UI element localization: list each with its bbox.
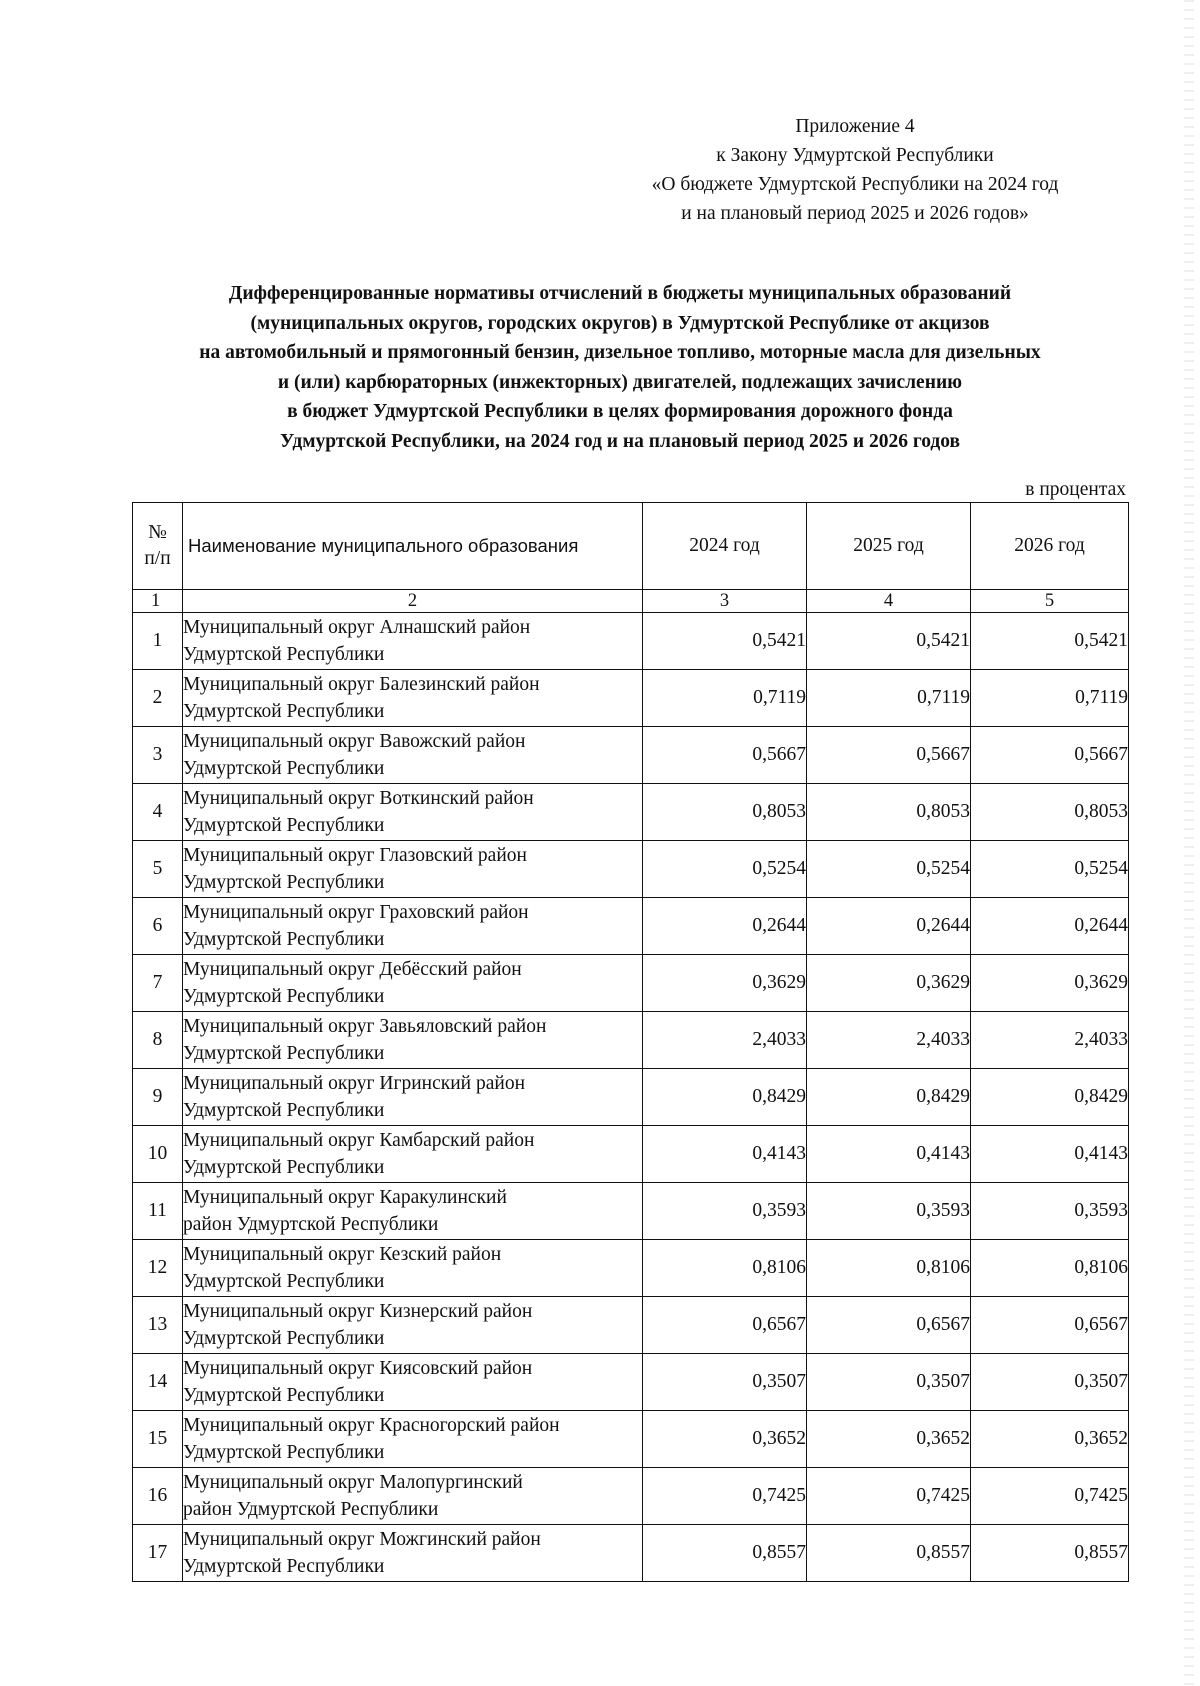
header-number-label: п/п: [144, 548, 171, 569]
value-2026: 0,3507: [971, 1354, 1129, 1411]
table-row: [133, 955, 1129, 1012]
table-row: [133, 727, 1129, 784]
value-2026: 0,3593: [971, 1183, 1129, 1240]
municipality-name: [183, 613, 643, 670]
municipality-name: [183, 841, 643, 898]
value-2025: 0,7425: [807, 1468, 971, 1525]
municipality-name-line1: Муниципальный округ Алнашский район: [183, 617, 531, 638]
header-number: [133, 503, 183, 590]
row-number: 16: [133, 1468, 183, 1525]
municipality-name-line2: Удмуртской Республики: [183, 1328, 385, 1349]
value-2024: 0,3652: [643, 1411, 807, 1468]
value-2026: 0,8429: [971, 1069, 1129, 1126]
value-2025: 0,3593: [807, 1183, 971, 1240]
table-row: [133, 1126, 1129, 1183]
column-index: 5: [971, 590, 1129, 613]
table-row: [133, 670, 1129, 727]
municipality-name: [183, 727, 643, 784]
title-line: (муниципальных округов, городских округов) в Удмуртской Республике от акцизов: [250, 312, 990, 334]
municipality-name: [183, 1012, 643, 1069]
value-2025: 0,5254: [807, 841, 971, 898]
municipality-name: [183, 1354, 643, 1411]
row-number: 6: [133, 898, 183, 955]
row-number: 12: [133, 1240, 183, 1297]
value-2024: 2,4033: [643, 1012, 807, 1069]
municipality-name-line2: Удмуртской Республики: [183, 986, 385, 1007]
value-2026: 0,8053: [971, 784, 1129, 841]
table-row: [133, 1297, 1129, 1354]
scan-edge-artifact: [1184, 0, 1194, 1686]
table-row: [133, 613, 1129, 670]
value-2024: 0,5254: [643, 841, 807, 898]
municipality-name-line1: Муниципальный округ Красногорский район: [183, 1415, 560, 1436]
row-number: 4: [133, 784, 183, 841]
header-2024: 2024 год: [643, 503, 807, 590]
municipality-name: [183, 1411, 643, 1468]
value-2024: 0,7119: [643, 670, 807, 727]
municipality-name-line2: Удмуртской Республики: [183, 1043, 385, 1064]
value-2026: 0,2644: [971, 898, 1129, 955]
municipality-name-line2: Удмуртской Республики: [183, 644, 385, 665]
municipality-name-line2: Удмуртской Республики: [183, 872, 385, 893]
value-2024: 0,8053: [643, 784, 807, 841]
table-row: [133, 1069, 1129, 1126]
row-number: 5: [133, 841, 183, 898]
value-2025: 0,8106: [807, 1240, 971, 1297]
title-line: и (или) карбюраторных (инжекторных) двигателей, подлежащих зачислению: [277, 371, 963, 393]
table-row: [133, 841, 1129, 898]
municipality-name: [183, 1468, 643, 1525]
municipality-name: [183, 784, 643, 841]
value-2026: 0,8106: [971, 1240, 1129, 1297]
municipality-name-line2: Удмуртской Республики: [183, 929, 385, 950]
row-number: 15: [133, 1411, 183, 1468]
value-2025: 0,4143: [807, 1126, 971, 1183]
header-2026: 2026 год: [971, 503, 1129, 590]
value-2024: 0,7425: [643, 1468, 807, 1525]
value-2026: 0,7425: [971, 1468, 1129, 1525]
row-number: 2: [133, 670, 183, 727]
title-line: Удмуртской Республики, на 2024 год и на плановый период 2025 и 2026 годов: [279, 430, 961, 452]
municipality-name-line2: Удмуртской Республики: [183, 1442, 385, 1463]
value-2024: 0,2644: [643, 898, 807, 955]
title-line: на автомобильный и прямогонный бензин, дизельное топливо, моторные масла для дизельных: [199, 342, 1041, 363]
header-2025: 2025 год: [807, 503, 971, 590]
table-row: [133, 898, 1129, 955]
municipality-name-line1: Муниципальный округ Малопургинский: [183, 1472, 523, 1493]
units-label: в процентах: [1025, 479, 1126, 500]
appendix-line: и на плановый период 2025 и 2026 годов»: [681, 203, 1029, 224]
municipality-name-line1: Муниципальный округ Граховский район: [183, 902, 529, 923]
municipality-name-line1: Муниципальный округ Вавожский район: [183, 731, 526, 752]
value-2026: 0,8557: [971, 1525, 1129, 1582]
municipality-name-line2: Удмуртской Республики: [183, 1385, 385, 1406]
value-2025: 0,8557: [807, 1525, 971, 1582]
value-2026: 0,7119: [971, 670, 1129, 727]
title-line: Дифференцированные нормативы отчислений в бюджеты муниципальных образований: [228, 283, 1012, 304]
table-row: [133, 1525, 1129, 1582]
value-2026: 0,6567: [971, 1297, 1129, 1354]
municipality-name-line1: Муниципальный округ Киясовский район: [183, 1358, 533, 1379]
municipality-name-line1: Муниципальный округ Кизнерский район: [183, 1301, 533, 1322]
value-2025: 0,8053: [807, 784, 971, 841]
column-index-row: [133, 590, 1129, 613]
municipality-name-line2: Удмуртской Республики: [183, 1100, 385, 1121]
value-2024: 0,4143: [643, 1126, 807, 1183]
table-header-row: [133, 503, 1129, 590]
norms-table: [132, 502, 1129, 1582]
municipality-name-line1: Муниципальный округ Кезский район: [183, 1244, 502, 1265]
column-index: 4: [807, 590, 971, 613]
appendix-line: «О бюджете Удмуртской Республики на 2024 год: [651, 174, 1059, 195]
value-2024: 0,3629: [643, 955, 807, 1012]
value-2024: 0,8106: [643, 1240, 807, 1297]
row-number: 3: [133, 727, 183, 784]
municipality-name-line2: Удмуртской Республики: [183, 701, 385, 722]
value-2024: 0,8429: [643, 1069, 807, 1126]
row-number: 17: [133, 1525, 183, 1582]
municipality-name: [183, 1183, 643, 1240]
row-number: 8: [133, 1012, 183, 1069]
value-2025: 0,8429: [807, 1069, 971, 1126]
appendix-line: к Закону Удмуртской Республики: [716, 145, 994, 166]
municipality-name-line2: Удмуртской Республики: [183, 815, 385, 836]
value-2024: 0,3507: [643, 1354, 807, 1411]
municipality-name: [183, 1126, 643, 1183]
municipality-name-line1: Муниципальный округ Камбарский район: [183, 1130, 535, 1151]
municipality-name: [183, 670, 643, 727]
row-number: 10: [133, 1126, 183, 1183]
municipality-name-line1: Муниципальный округ Глазовский район: [183, 845, 527, 866]
header-number-sign: №: [148, 522, 167, 543]
municipality-name-line2: район Удмуртской Республики: [183, 1499, 439, 1520]
appendix-line: Приложение 4: [795, 116, 915, 137]
municipality-name-line1: Муниципальный округ Балезинский район: [183, 674, 540, 695]
value-2025: 0,3652: [807, 1411, 971, 1468]
municipality-name-line1: Муниципальный округ Дебёсский район: [183, 959, 522, 980]
value-2026: 0,5667: [971, 727, 1129, 784]
table-row: [133, 1012, 1129, 1069]
document-title: [100, 279, 1140, 456]
value-2026: 0,3629: [971, 955, 1129, 1012]
column-index: 2: [183, 590, 643, 613]
row-number: 1: [133, 613, 183, 670]
value-2024: 0,3593: [643, 1183, 807, 1240]
value-2025: 0,3507: [807, 1354, 971, 1411]
municipality-name: [183, 1525, 643, 1582]
municipality-name: [183, 898, 643, 955]
value-2025: 0,5667: [807, 727, 971, 784]
municipality-name-line2: район Удмуртской Республики: [183, 1214, 439, 1235]
municipality-name: [183, 955, 643, 1012]
value-2025: 0,7119: [807, 670, 971, 727]
municipality-name-line1: Муниципальный округ Можгинский район: [183, 1529, 541, 1550]
table-row: [133, 1468, 1129, 1525]
value-2025: 0,6567: [807, 1297, 971, 1354]
table-row: [133, 1240, 1129, 1297]
row-number: 7: [133, 955, 183, 1012]
column-index: 1: [133, 590, 183, 613]
title-line: в бюджет Удмуртской Республики в целях формирования дорожного фонда: [287, 401, 953, 422]
row-number: 13: [133, 1297, 183, 1354]
value-2025: 0,5421: [807, 613, 971, 670]
value-2025: 2,4033: [807, 1012, 971, 1069]
value-2026: 0,5421: [971, 613, 1129, 670]
municipality-name-line1: Муниципальный округ Игринский район: [183, 1073, 526, 1094]
value-2026: 2,4033: [971, 1012, 1129, 1069]
municipality-name-line2: Удмуртской Республики: [183, 1157, 385, 1178]
value-2025: 0,2644: [807, 898, 971, 955]
value-2024: 0,6567: [643, 1297, 807, 1354]
appendix-header: [600, 112, 1110, 228]
municipality-name: [183, 1069, 643, 1126]
row-number: 9: [133, 1069, 183, 1126]
value-2024: 0,5421: [643, 613, 807, 670]
table-row: [133, 1354, 1129, 1411]
value-2024: 0,8557: [643, 1525, 807, 1582]
header-name: Наименование муниципального образования: [183, 503, 643, 590]
municipality-name: [183, 1240, 643, 1297]
municipality-name-line1: Муниципальный округ Завьяловский район: [183, 1016, 547, 1037]
value-2026: 0,3652: [971, 1411, 1129, 1468]
table-row: [133, 1183, 1129, 1240]
column-index: 3: [643, 590, 807, 613]
municipality-name: [183, 1297, 643, 1354]
value-2025: 0,3629: [807, 955, 971, 1012]
row-number: 11: [133, 1183, 183, 1240]
municipality-name-line1: Муниципальный округ Каракулинский: [183, 1187, 507, 1208]
value-2026: 0,4143: [971, 1126, 1129, 1183]
table-row: [133, 1411, 1129, 1468]
municipality-name-line1: Муниципальный округ Воткинский район: [183, 788, 534, 809]
municipality-name-line2: Удмуртской Республики: [183, 1556, 385, 1577]
municipality-name-line2: Удмуртской Республики: [183, 758, 385, 779]
value-2026: 0,5254: [971, 841, 1129, 898]
row-number: 14: [133, 1354, 183, 1411]
value-2024: 0,5667: [643, 727, 807, 784]
table-row: [133, 784, 1129, 841]
municipality-name-line2: Удмуртской Республики: [183, 1271, 385, 1292]
